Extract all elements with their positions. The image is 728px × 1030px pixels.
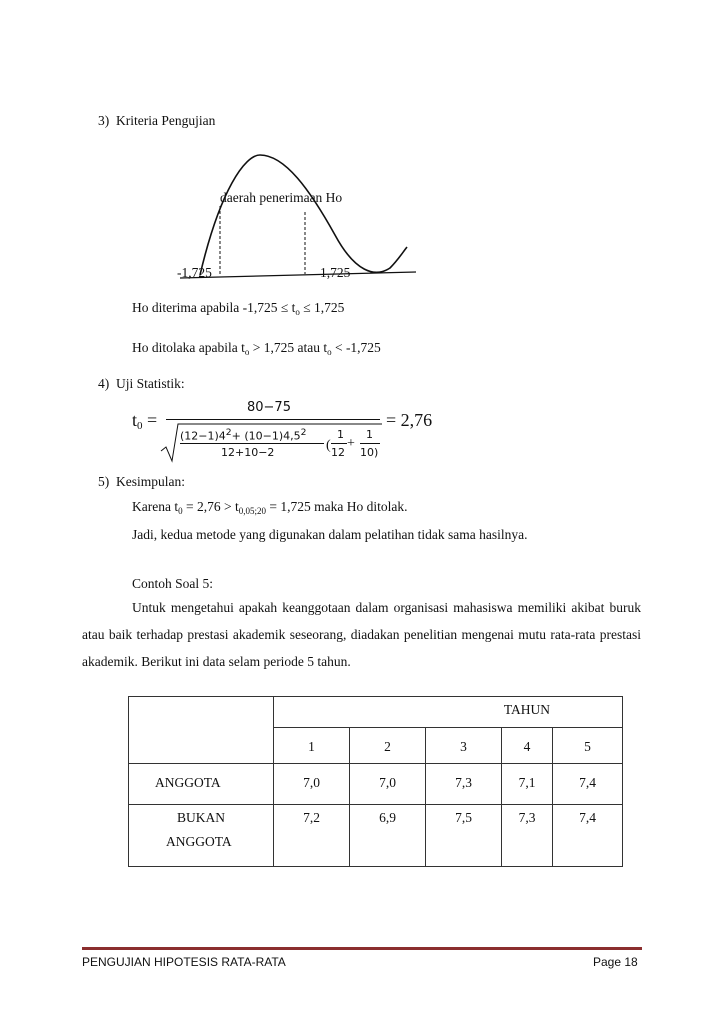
- main-fraction-bar: [166, 419, 380, 420]
- row-label: ANGGOTA: [129, 764, 274, 805]
- footer-rule: [82, 947, 642, 950]
- table-cell: 7,3: [426, 764, 502, 805]
- inner-numerator: $(12-1)4^2+ (10-1)4,5^2$: [180, 427, 307, 443]
- table-cell: 7,5: [426, 805, 502, 867]
- open-parenthesis: (: [326, 438, 331, 453]
- conclusion-line-2: Jadi, kedua metode yang digunakan dalam pelatihan tidak sama hasilnya.: [132, 527, 528, 542]
- fraction1-denominator: 12: [331, 446, 345, 459]
- fraction2-bar: [360, 443, 380, 444]
- page-number: Page 18: [593, 955, 638, 969]
- conclusion-line-1: Karena $t_0 = 2,76 > t_{0,05;20} = 1,725$ maka Ho ditolak.: [132, 499, 408, 516]
- fraction1-bar: [331, 443, 347, 444]
- fraction2-denominator: 10): [360, 446, 379, 459]
- plus-sign: +: [347, 436, 355, 451]
- formula-result: = 2,76: [386, 410, 433, 430]
- acceptance-criterion: Ho diterima apabila $-1,725 \le t_o \le 1,725$: [132, 300, 345, 317]
- year-header: 1: [274, 728, 350, 764]
- tahun-header: TAHUN: [274, 697, 623, 728]
- section-5-heading: 5) Kesimpulan:: [98, 474, 185, 489]
- example-title: Contoh Soal 5:: [132, 576, 214, 591]
- section-4-heading: 4) Uji Statistik:: [98, 376, 185, 391]
- table-row: [129, 764, 623, 805]
- section-3-heading: 3) Kriteria Pengujian: [98, 113, 216, 128]
- data-table: [128, 696, 623, 867]
- year-header: 5: [553, 728, 623, 764]
- fraction2-numerator: 1: [366, 428, 373, 441]
- acceptance-region-diagram: [160, 150, 420, 282]
- row-label: BUKAN ANGGOTA: [129, 805, 274, 867]
- fraction1-numerator: 1: [337, 428, 344, 441]
- table-cell: 7,4: [553, 805, 623, 867]
- table-cell: 6,9: [350, 805, 426, 867]
- inner-denominator: 12+10−2: [221, 446, 275, 459]
- right-critical-value: 1,725: [320, 265, 351, 280]
- acceptance-region-label: daerah penerimaan Ho: [220, 190, 343, 205]
- year-header: 4: [502, 728, 553, 764]
- formula-lhs: $t_0$ =: [132, 410, 158, 432]
- table-cell: 7,1: [502, 764, 553, 805]
- formula-numerator: 80−75: [247, 400, 291, 415]
- year-header: 2: [350, 728, 426, 764]
- empty-header-cell: [129, 697, 274, 764]
- table-cell: 7,2: [274, 805, 350, 867]
- left-critical-value: -1,725: [177, 265, 212, 280]
- baseline-axis: [180, 272, 416, 278]
- footer-title: PENGUJIAN HIPOTESIS RATA-RATA: [82, 955, 286, 969]
- year-header: 3: [426, 728, 502, 764]
- rejection-criterion: Ho ditolaka apabila $t_o > 1,725$ atau $t_o < -1,725$: [132, 340, 381, 357]
- table-cell: 7,3: [502, 805, 553, 867]
- table-cell: 7,4: [553, 764, 623, 805]
- example-paragraph: Untuk mengetahui apakah keanggotaan dalam organisasi mahasiswa memiliki akibat buruk atau baik terhadap prestasi akademik seseorang, diadakan penelitian mengenai mutu rata-rata prestasi akademik. Berikut ini data selam periode 5 tahun.: [82, 600, 641, 669]
- inner-fraction-bar: [180, 443, 324, 444]
- distribution-curve: [200, 155, 407, 275]
- table-cell: 7,0: [274, 764, 350, 805]
- table-cell: 7,0: [350, 764, 426, 805]
- table-row: [129, 805, 623, 867]
